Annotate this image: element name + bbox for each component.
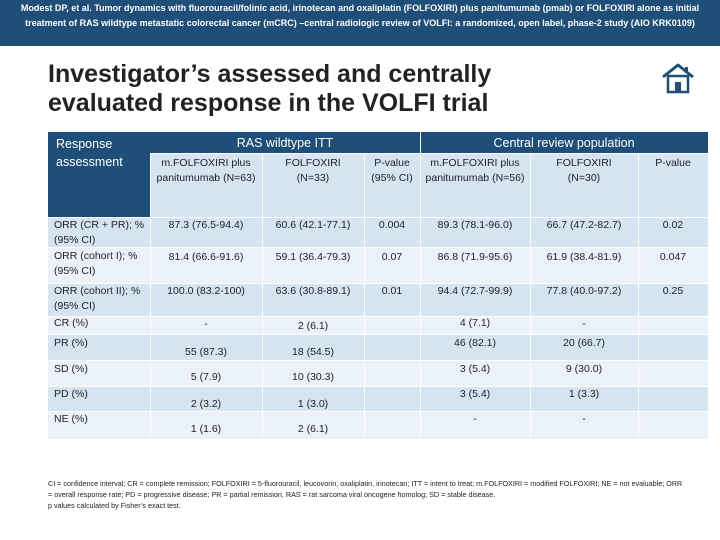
table-cell: 9 (30.0) <box>565 363 603 375</box>
table-cell: 46 (82.1) <box>453 337 497 349</box>
row-label-ne: NE (%) <box>54 413 88 425</box>
table-cell: 66.7 (47.2-82.7) <box>546 219 622 231</box>
table-cell: 2 (6.1) <box>297 423 329 435</box>
row-label-sd: SD (%) <box>54 363 88 375</box>
table-cell: 3 (5.4) <box>459 388 491 400</box>
column-header: P-value (95% CI) <box>371 157 413 184</box>
table-cell: 55 (87.3) <box>184 346 228 358</box>
table-cell: 1 (3.3) <box>568 388 600 400</box>
group-header-central-review: Central review population <box>493 136 635 150</box>
table-cell: - <box>204 318 208 330</box>
row-label-cr: CR (%) <box>54 317 89 329</box>
table-cell: 60.6 (42.1-77.1) <box>275 219 351 231</box>
row-label-pr: PR (%) <box>54 337 88 349</box>
column-header: FOLFOXIRI (N=30) <box>556 157 612 184</box>
grid-line <box>48 360 708 361</box>
table-cell: 1 (3.0) <box>297 398 329 410</box>
table-cell: 2 (6.1) <box>297 320 329 332</box>
citation-banner: Modest DP, et al. Tumor dynamics with fluorouracil/folinic acid, irinotecan and oxaliplatin (FOLFOXIRI) plus panitumumab (pmab) or FOLFOXIRI alone as initial treatment of RAS wildtype metastatic colorectal cancer (mCRC) –central radiologic review of VOLFI: a randomized, open label, phase-2 study (AIO KRK0109) <box>0 0 720 46</box>
home-icon[interactable] <box>660 62 696 94</box>
row-label-pd: PD (%) <box>54 388 88 400</box>
table-cell: - <box>582 318 586 330</box>
table-cell: - <box>473 413 477 425</box>
column-header: m.FOLFOXIRI plus panitumumab (N=56) <box>425 157 525 184</box>
table-cell: 4 (7.1) <box>459 317 491 329</box>
grid-line <box>48 334 708 335</box>
footnotes <box>48 478 688 511</box>
table-cell: 10 (30.3) <box>291 371 335 383</box>
table-cell: 86.8 (71.9-95.6) <box>437 251 513 263</box>
table-cell: 0.01 <box>381 285 403 297</box>
table-cell: 1 (1.6) <box>190 423 222 435</box>
row-label-orr: ORR (CR + PR); % (95% CI) <box>54 219 145 246</box>
group-header-ras-itt: RAS wildtype ITT <box>236 136 334 150</box>
table-cell: 89.3 (78.1-96.0) <box>437 219 513 231</box>
table-cell: 59.1 (36.4-79.3) <box>275 251 351 263</box>
table-cell: 3 (5.4) <box>459 363 491 375</box>
grid-line <box>150 153 708 154</box>
slide-title: Investigator’s assessed and centrally evaluated response in the VOLFI trial <box>48 60 492 117</box>
table-cell: 94.4 (72.7-99.9) <box>437 285 513 297</box>
table-cell: 2 (3.2) <box>190 398 222 410</box>
table-cell: 5 (7.9) <box>190 371 222 383</box>
table-cell: 0.047 <box>659 251 687 263</box>
table-cell: 100.0 (83.2-100) <box>167 285 245 297</box>
row-label-orr-cohort1: ORR (cohort I); % (95% CI) <box>54 250 138 277</box>
table-cell: 0.07 <box>381 251 403 263</box>
abbreviations-note: CI = confidence interval; CR = complete remission; FOLFOXIRI = 5-fluorouracil, leucovorin, oxaliplatin, irinotecan; ITT = intent to treat; m.FOLFOXIRI = modified FOLFOXIRI; NE = not evaluable; ORR = overall response rate; PD = progressive disease; PR = partial remission, RAS = rat sarcoma viral oncogene homolog; SD = stable disease. <box>48 479 683 499</box>
table-cell: 18 (54.5) <box>291 346 335 358</box>
column-header: P-value <box>655 157 691 169</box>
row-label-orr-cohort2: ORR (cohort II); % (95% CI) <box>54 285 141 312</box>
table-cell: 63.6 (30.8-89.1) <box>275 285 351 297</box>
table-cell: 20 (66.7) <box>562 337 606 349</box>
column-header: FOLFOXIRI (N=33) <box>285 157 341 184</box>
column-header: m.FOLFOXIRI plus panitumumab (N=63) <box>156 157 256 184</box>
table-cell: 0.25 <box>662 285 684 297</box>
table-cell: 61.9 (38.4-81.9) <box>546 251 622 263</box>
statistics-note: p values calculated by Fisher’s exact test. <box>48 501 181 510</box>
table-cell: 77.8 (40.0-97.2) <box>546 285 622 297</box>
table-cell: 0.02 <box>662 219 684 231</box>
table-cell: 81.4 (66.6-91.6) <box>168 251 244 263</box>
table-cell: 0.004 <box>378 219 406 231</box>
table-corner-header: Response assessment <box>56 137 123 169</box>
table-cell: 87.3 (76.5-94.4) <box>168 219 244 231</box>
table-cell: - <box>582 413 586 425</box>
